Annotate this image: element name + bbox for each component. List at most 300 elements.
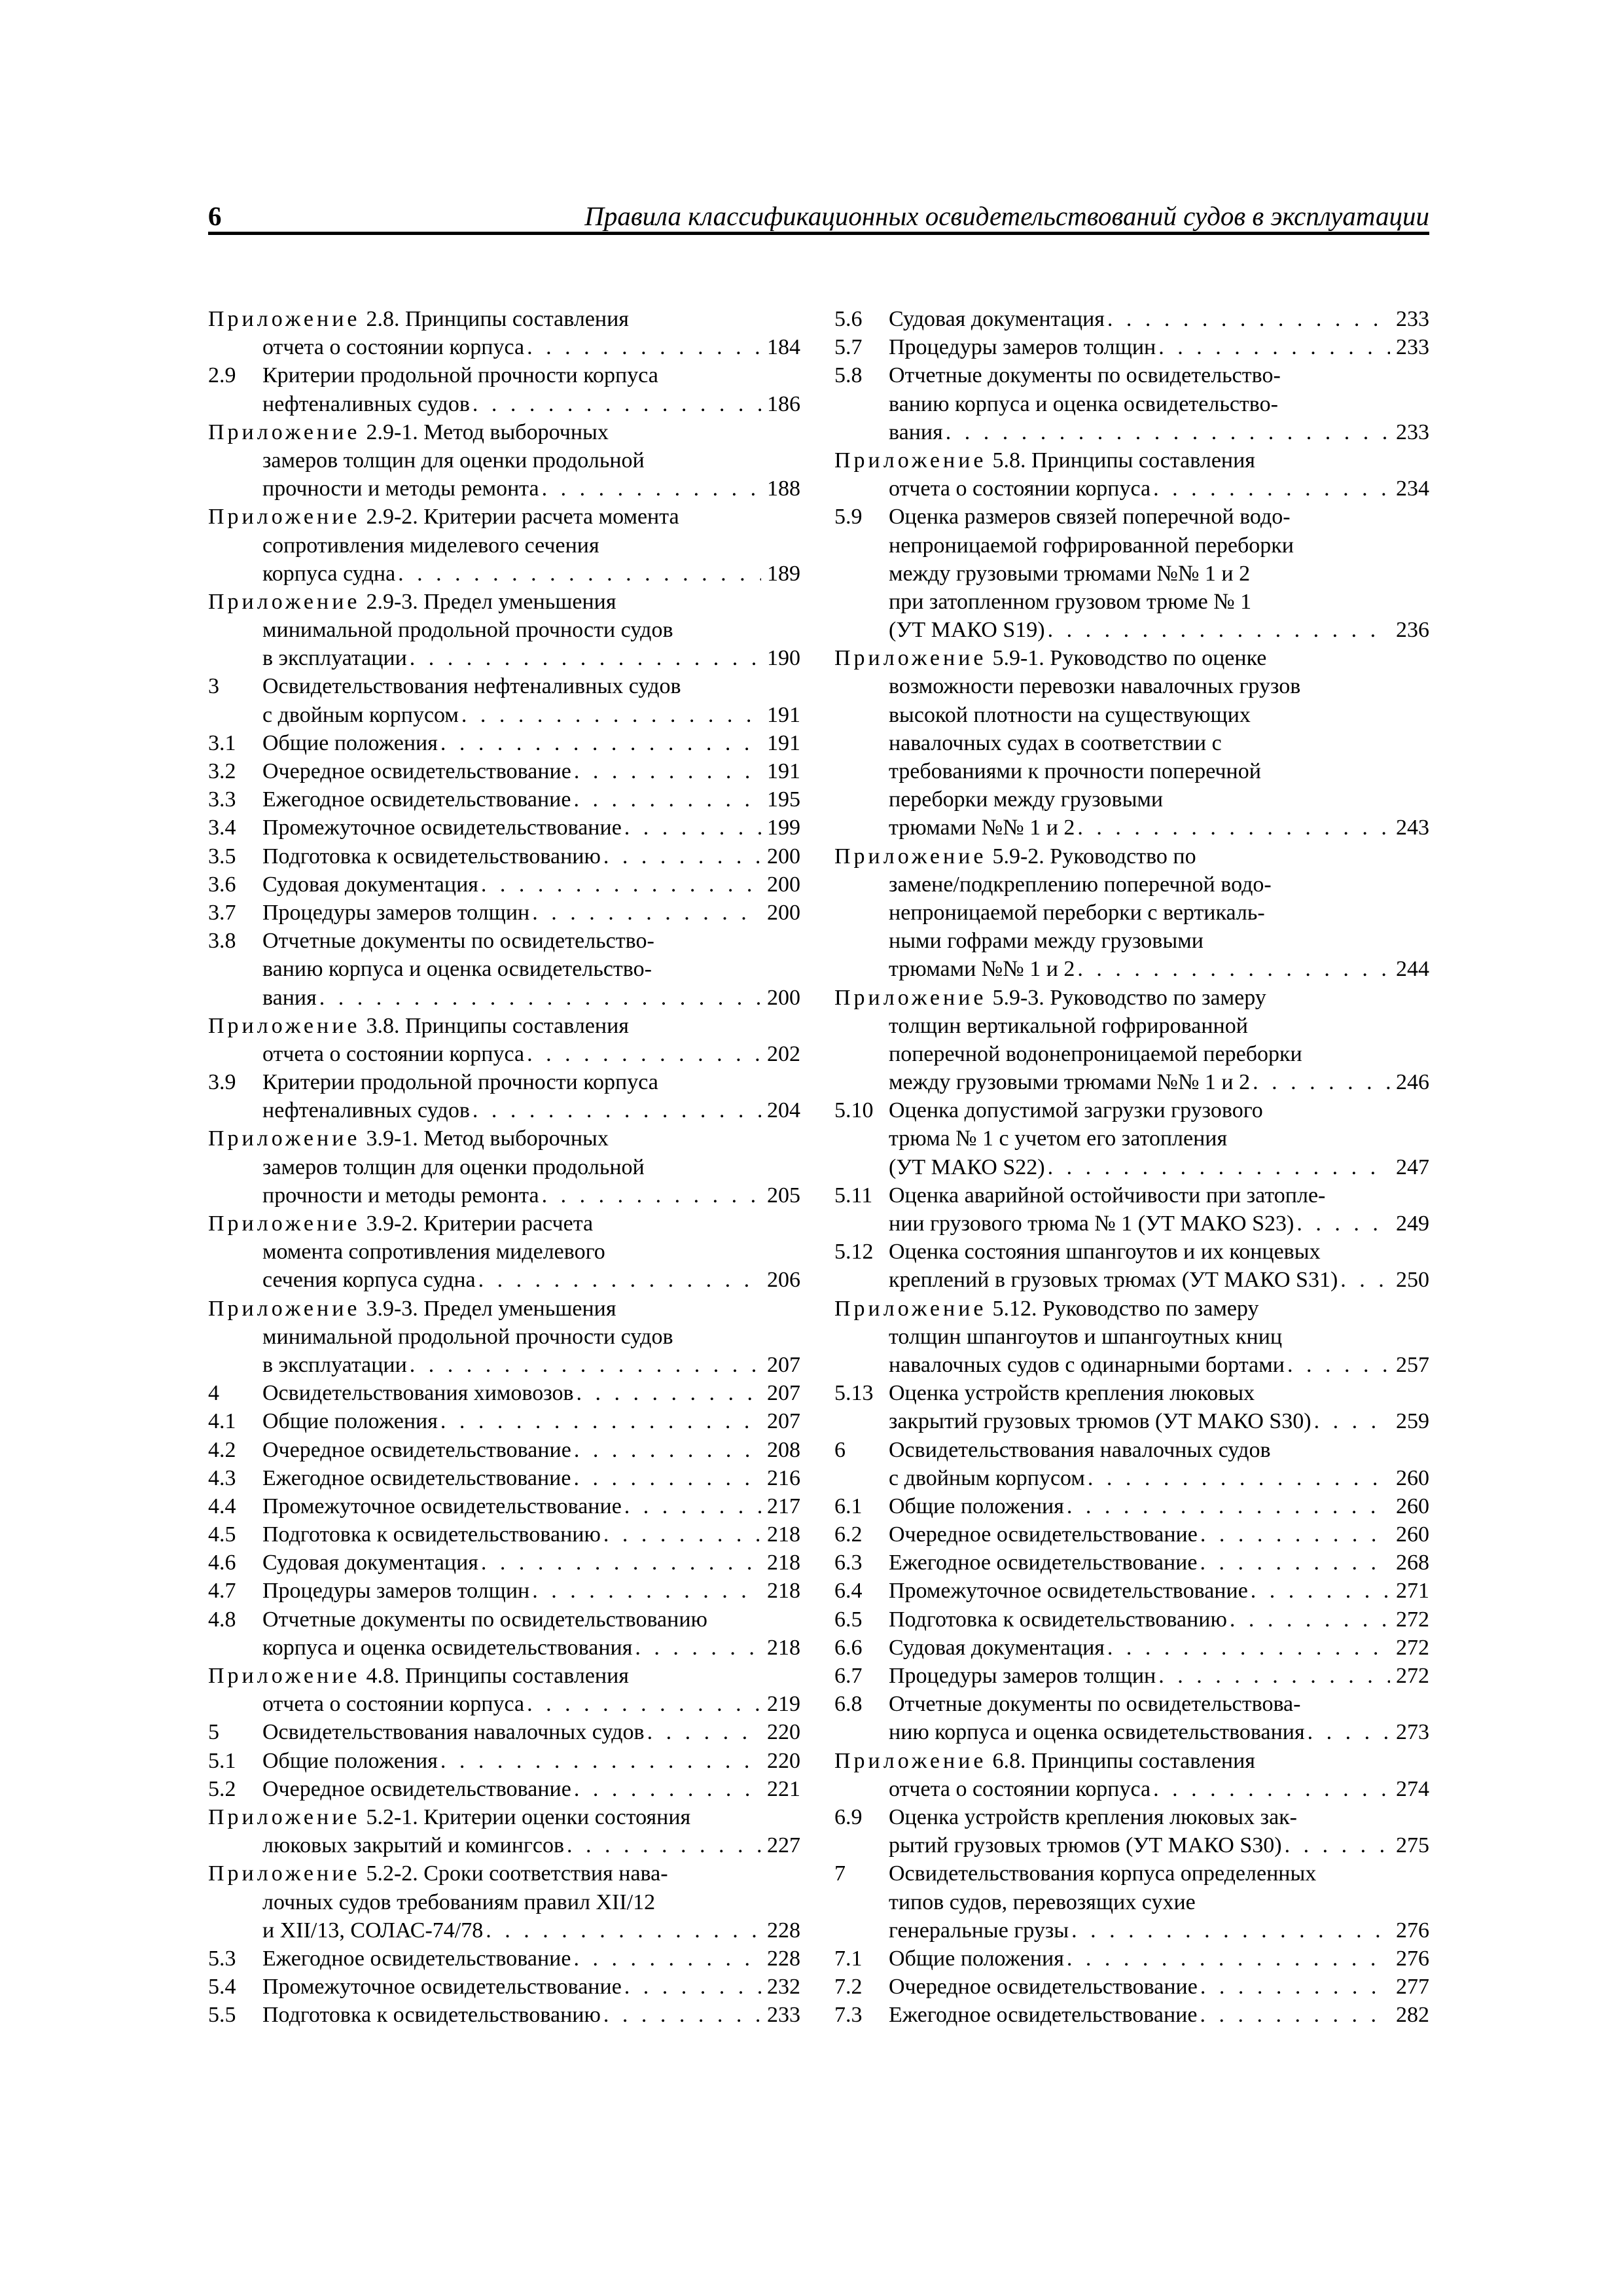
toc-title: с двойным корпусом bbox=[889, 1465, 1085, 1490]
dot-leader bbox=[539, 1181, 761, 1210]
toc-entry-line bbox=[834, 1520, 1429, 1549]
toc-entry[interactable] bbox=[208, 1464, 800, 1492]
toc-page-number: 186 bbox=[767, 391, 800, 416]
toc-entry-line bbox=[208, 1068, 800, 1096]
toc-entry-line bbox=[834, 1124, 1429, 1153]
toc-page-number: 274 bbox=[1396, 1776, 1429, 1801]
toc-title: Освидетельствования нефтеналивных судов bbox=[262, 674, 681, 699]
toc-entry[interactable] bbox=[208, 1803, 800, 1859]
dot-leader bbox=[1064, 1492, 1390, 1520]
toc-entry[interactable] bbox=[834, 1859, 1429, 1945]
toc-title: 5.2-2. Сроки соответствия нава- bbox=[366, 1861, 668, 1886]
toc-entry-line bbox=[208, 1577, 800, 1605]
toc-entry-line bbox=[208, 1747, 800, 1775]
toc-entry-line bbox=[208, 1266, 800, 1294]
toc-title: непроницаемой переборки с вертикаль- bbox=[889, 900, 1265, 925]
toc-number: 6 bbox=[834, 1437, 846, 1462]
toc-entry-line bbox=[208, 701, 800, 729]
toc-title: Отчетные документы по освидетельство- bbox=[262, 929, 654, 954]
toc-entry-line bbox=[834, 361, 1429, 389]
toc-title: минимальной продольной прочности судов bbox=[262, 618, 673, 643]
toc-title: Очередное освидетельствование bbox=[262, 1776, 571, 1801]
toc-entry-line bbox=[208, 955, 800, 983]
toc-entry-line bbox=[834, 305, 1429, 333]
toc-entry-line bbox=[834, 2001, 1429, 2029]
toc-entry[interactable] bbox=[834, 644, 1429, 842]
toc-title: Отчетные документы по освидетельствованию bbox=[262, 1607, 707, 1632]
toc-entry-line bbox=[208, 1803, 800, 1831]
toc-page-number: 190 bbox=[767, 646, 800, 671]
toc-entry[interactable] bbox=[208, 1295, 800, 1380]
toc-title: Оценка устройств крепления люковых bbox=[889, 1381, 1255, 1406]
dot-leader bbox=[645, 1718, 761, 1746]
toc-title: Оценка аварийной остойчивости при затопле- bbox=[889, 1183, 1326, 1208]
appendix-label: Приложение bbox=[834, 985, 987, 1010]
toc-entry[interactable] bbox=[208, 1775, 800, 1803]
toc-entry[interactable] bbox=[208, 1012, 800, 1068]
toc-number: 4.8 bbox=[208, 1607, 236, 1632]
toc-entry[interactable] bbox=[208, 899, 800, 927]
toc-page-number: 236 bbox=[1396, 618, 1429, 643]
toc-entry[interactable] bbox=[208, 785, 800, 814]
toc-page-number: 257 bbox=[1396, 1352, 1429, 1377]
toc-entry-line bbox=[834, 560, 1429, 588]
toc-entry[interactable] bbox=[834, 446, 1429, 503]
toc-title: Подготовка к освидетельствованию bbox=[262, 844, 601, 869]
toc-page-number: 271 bbox=[1396, 1579, 1429, 1604]
dot-leader bbox=[539, 475, 761, 503]
toc-page-number: 221 bbox=[767, 1776, 800, 1801]
toc-entry-line bbox=[834, 1803, 1429, 1831]
toc-entry[interactable] bbox=[208, 1973, 800, 2001]
toc-number: 4.3 bbox=[208, 1465, 236, 1490]
toc-entry[interactable] bbox=[208, 1407, 800, 1435]
toc-page-number: 219 bbox=[767, 1692, 800, 1717]
appendix-label: Приложение bbox=[834, 844, 987, 869]
toc-entry-line bbox=[208, 1718, 800, 1746]
toc-number: 3.7 bbox=[208, 900, 236, 925]
toc-entry[interactable] bbox=[208, 1945, 800, 1973]
toc-title: замене/подкреплению поперечной водо- bbox=[889, 872, 1272, 897]
toc-entry-line bbox=[834, 1775, 1429, 1803]
toc-page-number: 207 bbox=[767, 1381, 800, 1406]
toc-entry-line bbox=[208, 899, 800, 927]
toc-title: нии грузового трюма № 1 (УТ МАКО S23) bbox=[889, 1211, 1294, 1236]
toc-number: 3.3 bbox=[208, 787, 236, 812]
dot-leader bbox=[571, 1945, 761, 1973]
dot-leader bbox=[1282, 1831, 1390, 1859]
toc-entry-line bbox=[208, 729, 800, 757]
dot-leader bbox=[574, 1379, 761, 1407]
toc-title: минимальной продольной прочности судов bbox=[262, 1324, 673, 1349]
toc-title: при затопленном грузовом трюме № 1 bbox=[889, 589, 1252, 614]
toc-title: Очередное освидетельствование bbox=[262, 1437, 571, 1462]
toc-entry-line bbox=[208, 475, 800, 503]
toc-title: Оценка размеров связей поперечной водо- bbox=[889, 505, 1291, 529]
toc-entry[interactable] bbox=[208, 1549, 800, 1577]
toc-number: 5.1 bbox=[208, 1748, 236, 1773]
toc-entry[interactable] bbox=[208, 1747, 800, 1775]
toc-entry[interactable] bbox=[834, 842, 1429, 984]
toc-entry[interactable] bbox=[834, 1181, 1429, 1238]
toc-entry[interactable] bbox=[208, 1436, 800, 1464]
toc-title: с двойным корпусом bbox=[262, 702, 459, 727]
dot-leader bbox=[1156, 333, 1390, 361]
toc-entry[interactable] bbox=[208, 1068, 800, 1124]
toc-title: возможности перевозки навалочных грузов bbox=[889, 674, 1301, 699]
toc-entry-line bbox=[834, 1323, 1429, 1351]
toc-page-number: 233 bbox=[1396, 307, 1429, 331]
toc-entry-line bbox=[834, 475, 1429, 503]
toc-title: Процедуры замеров толщин bbox=[889, 335, 1156, 360]
toc-entry[interactable] bbox=[834, 333, 1429, 361]
dot-leader bbox=[529, 899, 761, 927]
toc-page-number: 260 bbox=[1396, 1494, 1429, 1518]
toc-entry-line bbox=[208, 1549, 800, 1577]
toc-title: Освидетельствования навалочных судов bbox=[889, 1437, 1271, 1462]
toc-entry[interactable] bbox=[834, 305, 1429, 333]
toc-title: вания bbox=[262, 985, 317, 1010]
toc-entry[interactable] bbox=[208, 1379, 800, 1407]
toc-title: 4.8. Принципы составления bbox=[366, 1664, 629, 1688]
toc-title: прочности и методы ремонта bbox=[262, 476, 539, 501]
toc-page-number: 216 bbox=[767, 1465, 800, 1490]
toc-title: 5.8. Принципы составления bbox=[992, 448, 1255, 473]
toc-number: 4.1 bbox=[208, 1409, 236, 1434]
toc-number: 5.7 bbox=[834, 335, 863, 360]
toc-entry[interactable] bbox=[834, 1690, 1429, 1746]
toc-number: 7 bbox=[834, 1861, 846, 1886]
toc-entry-line bbox=[208, 984, 800, 1012]
toc-entry[interactable] bbox=[834, 984, 1429, 1097]
toc-entry[interactable] bbox=[208, 1662, 800, 1718]
toc-entry[interactable] bbox=[208, 729, 800, 757]
toc-number: 4.4 bbox=[208, 1494, 236, 1518]
toc-entry-line bbox=[208, 1153, 800, 1181]
toc-number: 7.2 bbox=[834, 1975, 863, 2000]
toc-entry[interactable] bbox=[834, 1549, 1429, 1577]
toc-entry-line bbox=[208, 814, 800, 842]
toc-number: 7.1 bbox=[834, 1946, 863, 1971]
toc-entry-line bbox=[834, 1351, 1429, 1379]
toc-title: Освидетельствования химовозов bbox=[262, 1381, 574, 1406]
toc-entry-line bbox=[834, 1464, 1429, 1492]
toc-entry[interactable] bbox=[208, 418, 800, 503]
toc-page-number: 272 bbox=[1396, 1664, 1429, 1688]
toc-number: 5.3 bbox=[208, 1946, 236, 1971]
toc-page-number: 199 bbox=[767, 816, 800, 840]
toc-title: толщин шпангоутов и шпангоутных книц bbox=[889, 1324, 1283, 1349]
toc-entry-line bbox=[834, 1747, 1429, 1775]
toc-entry[interactable] bbox=[208, 1520, 800, 1549]
toc-entry[interactable] bbox=[834, 1634, 1429, 1662]
toc-title: Ежегодное освидетельствование bbox=[889, 1551, 1198, 1575]
toc-entry[interactable] bbox=[834, 1238, 1429, 1294]
toc-entry-line bbox=[834, 672, 1429, 700]
toc-entry-line bbox=[834, 1040, 1429, 1068]
toc-page-number: 189 bbox=[767, 561, 800, 586]
toc-title: 5.9-3. Руководство по замеру bbox=[992, 985, 1266, 1010]
toc-entry-line bbox=[834, 1295, 1429, 1323]
toc-title: Освидетельствования навалочных судов bbox=[262, 1720, 645, 1745]
toc-title: Общие положения bbox=[262, 1409, 438, 1434]
toc-entry-line bbox=[208, 1831, 800, 1859]
toc-entry-line bbox=[208, 1916, 800, 1945]
dot-leader bbox=[1250, 1068, 1390, 1096]
appendix-label: Приложение bbox=[208, 505, 361, 529]
toc-page-number: 191 bbox=[767, 702, 800, 727]
toc-number: 6.8 bbox=[834, 1692, 863, 1717]
toc-title: Критерии продольной прочности корпуса bbox=[262, 1070, 658, 1095]
toc-entry[interactable] bbox=[834, 1803, 1429, 1859]
dot-leader bbox=[438, 1407, 761, 1435]
toc-entry-line bbox=[834, 1859, 1429, 1888]
dot-leader bbox=[571, 1775, 761, 1803]
toc-entry[interactable] bbox=[834, 1492, 1429, 1520]
toc-entry[interactable] bbox=[208, 814, 800, 842]
toc-title: 5.9-1. Руководство по оценке bbox=[992, 646, 1267, 671]
toc-entry-line bbox=[834, 390, 1429, 418]
toc-entry[interactable] bbox=[834, 1747, 1429, 1803]
toc-title: Подготовка к освидетельствованию bbox=[262, 1522, 601, 1547]
dot-leader bbox=[524, 333, 761, 361]
toc-entry[interactable] bbox=[834, 1436, 1429, 1492]
dot-leader bbox=[470, 1096, 761, 1124]
toc-entry[interactable] bbox=[834, 1577, 1429, 1605]
toc-title: корпуса судна bbox=[262, 561, 396, 586]
toc-entry[interactable] bbox=[208, 1605, 800, 1662]
toc-page-number: 276 bbox=[1396, 1946, 1429, 1971]
toc-number: 4.6 bbox=[208, 1551, 236, 1575]
toc-entry[interactable] bbox=[208, 842, 800, 870]
toc-title: высокой плотности на существующих bbox=[889, 702, 1251, 727]
toc-number: 6.9 bbox=[834, 1804, 863, 1829]
dot-leader bbox=[395, 560, 761, 588]
toc-page-number: 273 bbox=[1396, 1720, 1429, 1745]
toc-title: Общие положения bbox=[262, 1748, 438, 1773]
toc-entry[interactable] bbox=[208, 305, 800, 361]
toc-entry-line bbox=[834, 927, 1429, 955]
dot-leader bbox=[571, 1464, 761, 1492]
toc-entry-line bbox=[208, 927, 800, 955]
toc-title: креплений в грузовых трюмах (УТ МАКО S31) bbox=[889, 1268, 1338, 1293]
dot-leader bbox=[1045, 616, 1390, 644]
toc-entry-line bbox=[208, 2001, 800, 2029]
toc-title: Процедуры замеров толщин bbox=[262, 1579, 530, 1604]
toc-entry[interactable] bbox=[834, 1379, 1429, 1435]
toc-entry-line bbox=[208, 1040, 800, 1068]
toc-number: 5.12 bbox=[834, 1240, 874, 1265]
toc-title: нию корпуса и оценка освидетельствования bbox=[889, 1720, 1305, 1745]
toc-page-number: 276 bbox=[1396, 1918, 1429, 1943]
toc-entry-line bbox=[834, 785, 1429, 814]
toc-entry-line bbox=[834, 1012, 1429, 1040]
toc-title: Ежегодное освидетельствование bbox=[262, 1946, 571, 1971]
toc-title: переборки между грузовыми bbox=[889, 787, 1164, 812]
page-number: 6 bbox=[208, 201, 222, 231]
toc-page-number: 188 bbox=[767, 476, 800, 501]
toc-entry-line bbox=[834, 814, 1429, 842]
toc-entry[interactable] bbox=[208, 1210, 800, 1295]
toc-entry[interactable] bbox=[208, 1718, 800, 1746]
toc-entry[interactable] bbox=[834, 1662, 1429, 1690]
dot-leader bbox=[622, 1492, 761, 1520]
toc-entry[interactable] bbox=[208, 2001, 800, 2029]
toc-title: отчета о состоянии корпуса bbox=[262, 1041, 525, 1066]
dot-leader bbox=[438, 1747, 761, 1775]
toc-entry[interactable] bbox=[208, 1859, 800, 1945]
toc-title: момента сопротивления миделевого bbox=[262, 1240, 605, 1265]
dot-leader bbox=[1197, 1549, 1390, 1577]
toc-title: сечения корпуса судна bbox=[262, 1268, 476, 1293]
toc-title: Промежуточное освидетельствование bbox=[262, 1975, 622, 2000]
toc-title: Судовая документация bbox=[262, 872, 478, 897]
toc-entry-line bbox=[834, 531, 1429, 560]
toc-entry[interactable] bbox=[208, 1577, 800, 1605]
toc-number: 3 bbox=[208, 674, 219, 699]
toc-entry[interactable] bbox=[208, 1492, 800, 1520]
toc-title: навалочных судах в соответствии с bbox=[889, 730, 1222, 755]
toc-entry[interactable] bbox=[208, 927, 800, 1012]
toc-entry[interactable] bbox=[208, 672, 800, 728]
toc-entry-line bbox=[208, 1407, 800, 1435]
toc-page-number: 228 bbox=[767, 1946, 800, 1971]
toc-entry-line bbox=[208, 531, 800, 560]
toc-title: Очередное освидетельствование bbox=[262, 759, 571, 783]
toc-entry[interactable] bbox=[834, 361, 1429, 446]
toc-number: 3.8 bbox=[208, 929, 236, 954]
toc-title: трюмами №№ 1 и 2 bbox=[889, 816, 1075, 840]
toc-title: замеров толщин для оценки продольной bbox=[262, 448, 645, 473]
toc-entry[interactable] bbox=[834, 503, 1429, 644]
toc-entry[interactable] bbox=[208, 503, 800, 588]
toc-entry[interactable] bbox=[834, 1520, 1429, 1549]
toc-entry-line bbox=[208, 390, 800, 418]
toc-page-number: 268 bbox=[1396, 1551, 1429, 1575]
toc-entry[interactable] bbox=[834, 1295, 1429, 1380]
toc-page-number: 200 bbox=[767, 844, 800, 869]
dot-leader bbox=[478, 1549, 761, 1577]
toc-entry[interactable] bbox=[834, 2001, 1429, 2029]
toc-list-right bbox=[834, 305, 1429, 2029]
toc-title: типов судов, перевозящих сухие bbox=[889, 1890, 1196, 1914]
toc-page-number: 232 bbox=[767, 1975, 800, 2000]
toc-title: замеров толщин для оценки продольной bbox=[262, 1155, 645, 1179]
toc-entry[interactable] bbox=[208, 870, 800, 899]
page-header bbox=[208, 196, 1429, 234]
toc-title: 5.2-1. Критерии оценки состояния bbox=[366, 1804, 691, 1829]
toc-title: отчета о состоянии корпуса bbox=[889, 476, 1151, 501]
dot-leader bbox=[1227, 1605, 1390, 1634]
toc-title: Освидетельствования корпуса определенных bbox=[889, 1861, 1317, 1886]
toc-page-number: 195 bbox=[767, 787, 800, 812]
dot-leader bbox=[1305, 1718, 1390, 1746]
toc-page-number: 200 bbox=[767, 900, 800, 925]
toc-entry-line bbox=[208, 333, 800, 361]
toc-title: Судовая документация bbox=[889, 1635, 1105, 1660]
toc-page-number: 206 bbox=[767, 1268, 800, 1293]
toc-title: в эксплуатации bbox=[262, 1352, 407, 1377]
appendix-label: Приложение bbox=[208, 1013, 361, 1038]
toc-title: ванию корпуса и оценка освидетельство- bbox=[889, 391, 1278, 416]
dot-leader bbox=[571, 757, 761, 785]
toc-page-number: 233 bbox=[1396, 420, 1429, 444]
toc-entry-line bbox=[208, 1181, 800, 1210]
toc-entry-line bbox=[834, 984, 1429, 1012]
toc-page-number: 220 bbox=[767, 1748, 800, 1773]
appendix-label: Приложение bbox=[208, 1664, 361, 1688]
toc-entry-line bbox=[834, 899, 1429, 927]
toc-title: (УТ МАКО S19) bbox=[889, 618, 1045, 643]
toc-number: 3.2 bbox=[208, 759, 236, 783]
dot-leader bbox=[1338, 1266, 1390, 1294]
toc-title: 5.12. Руководство по замеру bbox=[992, 1296, 1259, 1321]
toc-title: отчета о состоянии корпуса bbox=[889, 1776, 1151, 1801]
toc-entry[interactable] bbox=[208, 588, 800, 673]
dot-leader bbox=[1197, 2001, 1390, 2029]
toc-number: 5.13 bbox=[834, 1381, 874, 1406]
toc-entry-line bbox=[208, 785, 800, 814]
toc-number: 5.9 bbox=[834, 505, 863, 529]
toc-title: Общие положения bbox=[889, 1946, 1064, 1971]
toc-entry-line bbox=[834, 955, 1429, 983]
dot-leader bbox=[529, 1577, 761, 1605]
toc-page-number: 260 bbox=[1396, 1522, 1429, 1547]
toc-title: Отчетные документы по освидетельство- bbox=[889, 363, 1281, 388]
toc-title: непроницаемой гофрированной переборки bbox=[889, 533, 1294, 558]
toc-entry-line bbox=[208, 842, 800, 870]
toc-entry-line bbox=[208, 1210, 800, 1238]
toc-entry-line bbox=[834, 1210, 1429, 1238]
toc-entry[interactable] bbox=[834, 1096, 1429, 1181]
dot-leader bbox=[571, 785, 761, 814]
toc-entry[interactable] bbox=[208, 361, 800, 418]
toc-page-number: 207 bbox=[767, 1352, 800, 1377]
toc-entry[interactable] bbox=[834, 1945, 1429, 1973]
toc-title: Промежуточное освидетельствование bbox=[889, 1579, 1248, 1604]
appendix-label: Приложение bbox=[208, 420, 361, 444]
toc-title: Судовая документация bbox=[889, 307, 1105, 331]
toc-entry[interactable] bbox=[208, 1124, 800, 1210]
toc-entry[interactable] bbox=[834, 1605, 1429, 1634]
toc-page-number: 200 bbox=[767, 985, 800, 1010]
toc-title: Оценка устройств крепления люковых зак- bbox=[889, 1804, 1298, 1829]
toc-entry[interactable] bbox=[208, 757, 800, 785]
toc-number: 5.2 bbox=[208, 1776, 236, 1801]
toc-title: 2.9-2. Критерии расчета момента bbox=[366, 505, 679, 529]
dot-leader bbox=[571, 1436, 761, 1464]
toc-page-number: 250 bbox=[1396, 1268, 1429, 1293]
toc-entry-line bbox=[208, 1973, 800, 2001]
toc-number: 5.6 bbox=[834, 307, 863, 331]
toc-number: 5.4 bbox=[208, 1975, 236, 2000]
toc-number: 6.6 bbox=[834, 1635, 863, 1660]
appendix-label: Приложение bbox=[208, 307, 361, 331]
toc-entry[interactable] bbox=[834, 1973, 1429, 2001]
toc-entry-line bbox=[834, 1831, 1429, 1859]
toc-number: 3.5 bbox=[208, 844, 236, 869]
toc-entry-line bbox=[208, 1775, 800, 1803]
toc-page-number: 205 bbox=[767, 1183, 800, 1208]
toc-entry-line bbox=[834, 1662, 1429, 1690]
toc-number: 4.5 bbox=[208, 1522, 236, 1547]
toc-entry-line bbox=[208, 1888, 800, 1916]
toc-page-number: 233 bbox=[1396, 335, 1429, 360]
toc-entry-line bbox=[834, 1181, 1429, 1210]
dot-leader bbox=[1285, 1351, 1390, 1379]
toc-title: лочных судов требованиям правил XII/12 bbox=[262, 1890, 656, 1914]
toc-entry-line bbox=[834, 446, 1429, 475]
